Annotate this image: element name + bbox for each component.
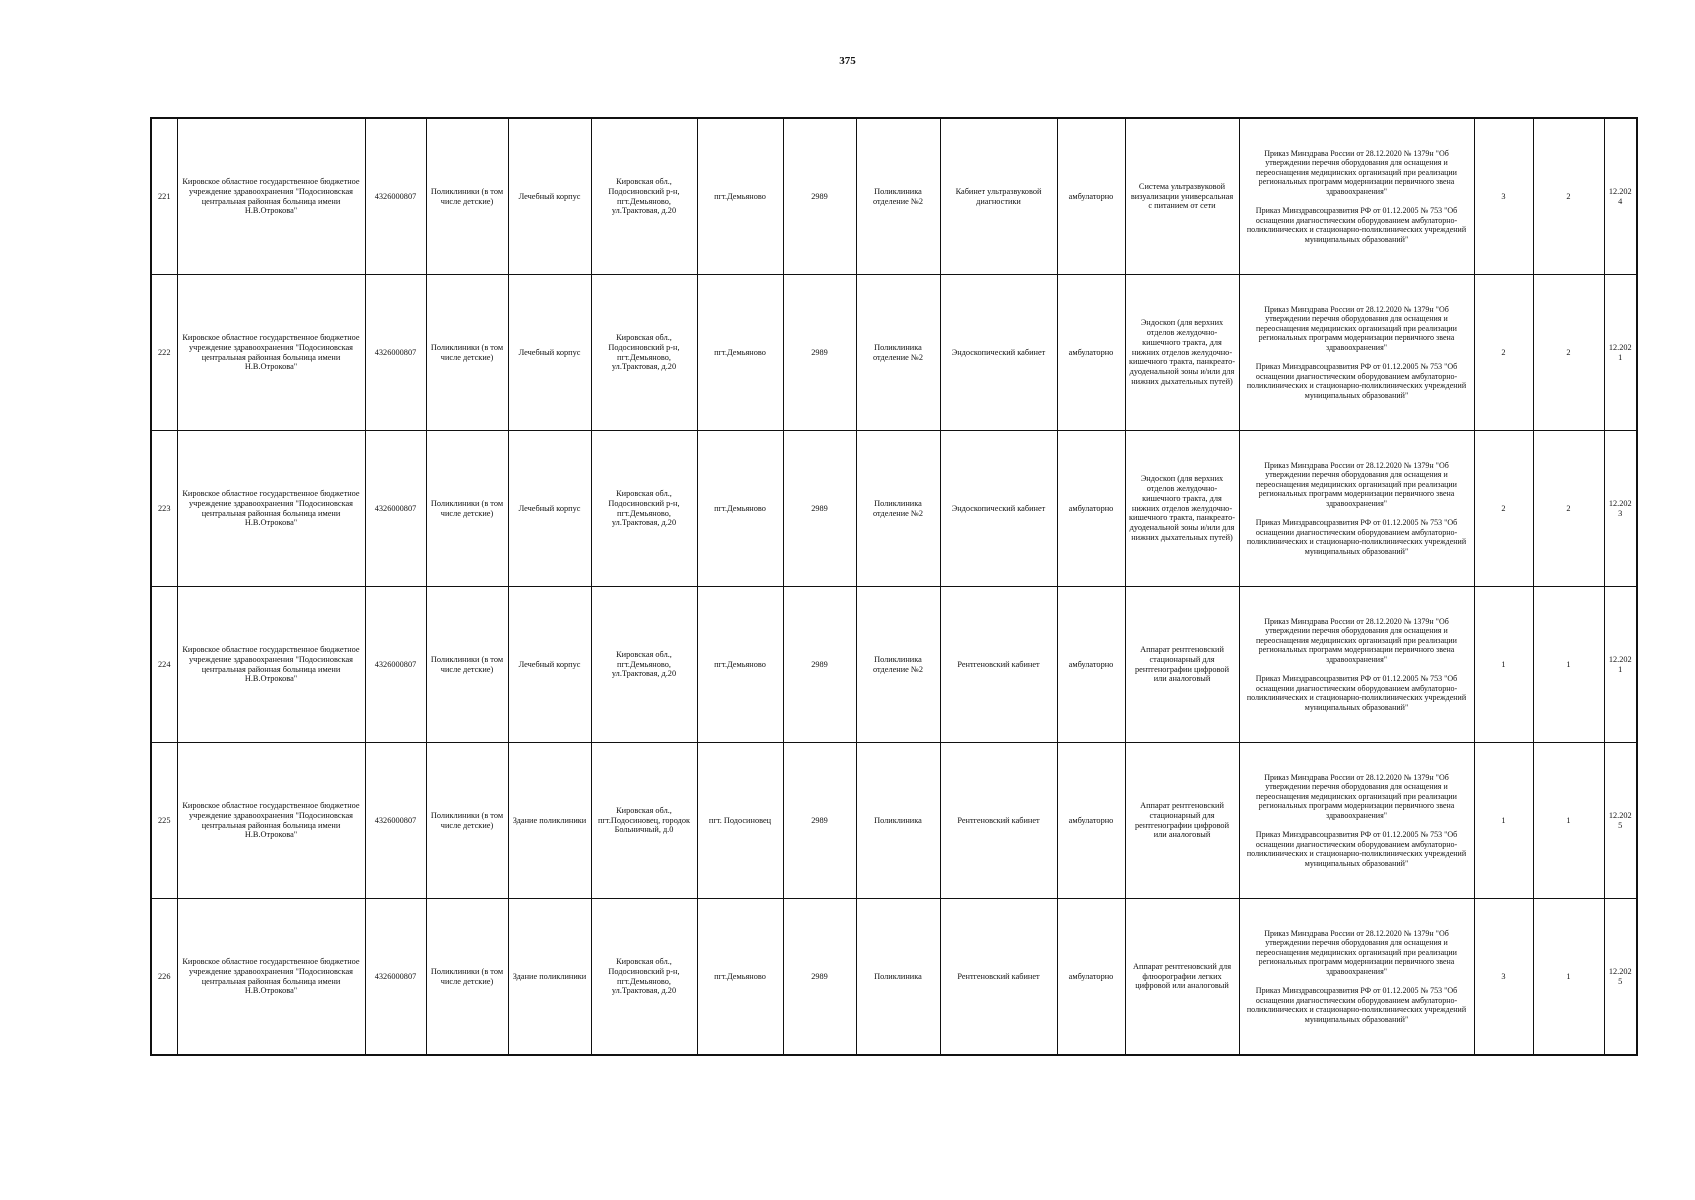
- cabinet: Рентгеновский кабинет: [940, 743, 1057, 899]
- equipment: Эндоскоп (для верхних отделов желудочно-кишечного тракта, для нижних отделов желудочно-кишечного тракта, панкреато-дуоденальной зоны и/или для нижних дыхательных путей): [1125, 431, 1239, 587]
- building: Здание поликлиники: [508, 899, 591, 1056]
- building: Лечебный корпус: [508, 587, 591, 743]
- equipment: Эндоскоп (для верхних отделов желудочно-кишечного тракта, для нижних отделов желудочно-кишечного тракта, панкреато-дуоденальной зоны и/или для нижних дыхательных путей): [1125, 275, 1239, 431]
- table-row: [151, 431, 1637, 587]
- legal-basis-1: Приказ Минздрава России от 28.12.2020 № 1379н "Об утверждении перечня оборудования для оснащения и переоснащения медицинских организаций при реализации региональных программ модернизации первичного звена здравоохранения": [1256, 461, 1457, 508]
- facility-type: Поликлиники (в том числе детские): [426, 431, 508, 587]
- inn: 4326000807: [365, 743, 426, 899]
- organization-name: Кировское областное государственное бюджетное учреждение здравоохранения "Подосиновская центральная районная больница имени Н.В.Отрокова": [177, 743, 365, 899]
- address: Кировская обл., Подосиновский р-н, пгт.Демьяново, ул.Трактовая, д.20: [591, 118, 697, 275]
- equipment: Система ультразвуковой визуализации универсальная с питанием от сети: [1125, 118, 1239, 275]
- table-row: [151, 743, 1637, 899]
- row-number: 224: [151, 587, 177, 743]
- equipment: Аппарат рентгеновский стационарный для рентгенографии цифровой или аналоговый: [1125, 743, 1239, 899]
- inn: 4326000807: [365, 431, 426, 587]
- quantity-2: 2: [1533, 431, 1604, 587]
- unit: Поликлиника отделение №2: [856, 275, 940, 431]
- legal-basis-2: Приказ Минздравсоцразвития РФ от 01.12.2005 № 753 "Об оснащении диагностическим оборудованием амбулаторно-поликлинических и стационарно-поликлинических учреждений муниципальных образований": [1246, 206, 1467, 244]
- quantity: 2: [1474, 275, 1533, 431]
- facility-type: Поликлиники (в том числе детские): [426, 587, 508, 743]
- settlement: пгт.Демьяново: [697, 431, 783, 587]
- address: Кировская обл., Подосиновский р-н, пгт.Демьяново, ул.Трактовая, д.20: [591, 431, 697, 587]
- legal-basis: [1239, 743, 1474, 899]
- care-mode: амбулаторно: [1057, 118, 1125, 275]
- date: 12.2024: [1604, 118, 1637, 275]
- organization-name: Кировское областное государственное бюджетное учреждение здравоохранения "Подосиновская центральная районная больница имени Н.В.Отрокова": [177, 275, 365, 431]
- legal-basis-1: Приказ Минздрава России от 28.12.2020 № 1379н "Об утверждении перечня оборудования для оснащения и переоснащения медицинских организаций при реализации региональных программ модернизации первичного звена здравоохранения": [1256, 617, 1457, 664]
- equipment: Аппарат рентгеновский стационарный для рентгенографии цифровой или аналоговый: [1125, 587, 1239, 743]
- organization-name: Кировское областное государственное бюджетное учреждение здравоохранения "Подосиновская центральная районная больница имени Н.В.Отрокова": [177, 587, 365, 743]
- inn: 4326000807: [365, 899, 426, 1056]
- unit: Поликлиника отделение №2: [856, 118, 940, 275]
- cabinet: Рентгеновский кабинет: [940, 899, 1057, 1056]
- legal-basis: [1239, 899, 1474, 1056]
- legal-basis-2: Приказ Минздравсоцразвития РФ от 01.12.2005 № 753 "Об оснащении диагностическим оборудованием амбулаторно-поликлинических и стационарно-поликлинических учреждений муниципальных образований": [1246, 518, 1467, 556]
- legal-basis: [1239, 587, 1474, 743]
- population: 2989: [783, 899, 856, 1056]
- population: 2989: [783, 118, 856, 275]
- table-row: [151, 118, 1637, 275]
- page-number: 375: [839, 55, 856, 67]
- legal-basis-1: Приказ Минздрава России от 28.12.2020 № 1379н "Об утверждении перечня оборудования для оснащения и переоснащения медицинских организаций при реализации региональных программ модернизации первичного звена здравоохранения": [1256, 149, 1457, 196]
- quantity: 3: [1474, 118, 1533, 275]
- equipment-table: [150, 117, 1638, 1056]
- legal-basis-2: Приказ Минздравсоцразвития РФ от 01.12.2005 № 753 "Об оснащении диагностическим оборудованием амбулаторно-поликлинических и стационарно-поликлинических учреждений муниципальных образований": [1246, 362, 1467, 400]
- population: 2989: [783, 431, 856, 587]
- quantity-2: 1: [1533, 587, 1604, 743]
- population: 2989: [783, 275, 856, 431]
- care-mode: амбулаторно: [1057, 275, 1125, 431]
- population: 2989: [783, 743, 856, 899]
- facility-type: Поликлиники (в том числе детские): [426, 275, 508, 431]
- cabinet: Эндоскопический кабинет: [940, 275, 1057, 431]
- quantity-2: 1: [1533, 899, 1604, 1056]
- date: 12.2023: [1604, 431, 1637, 587]
- care-mode: амбулаторно: [1057, 431, 1125, 587]
- unit: Поликлиника: [856, 899, 940, 1056]
- settlement: пгт.Демьяново: [697, 587, 783, 743]
- building: Здание поликлиники: [508, 743, 591, 899]
- unit: Поликлиника отделение №2: [856, 587, 940, 743]
- inn: 4326000807: [365, 587, 426, 743]
- quantity-2: 1: [1533, 743, 1604, 899]
- quantity: 2: [1474, 431, 1533, 587]
- care-mode: амбулаторно: [1057, 899, 1125, 1056]
- equipment: Аппарат рентгеновский для флюорографии легких цифровой или аналоговый: [1125, 899, 1239, 1056]
- date: 12.2021: [1604, 275, 1637, 431]
- table-row: [151, 275, 1637, 431]
- inn: 4326000807: [365, 275, 426, 431]
- legal-basis-2: Приказ Минздравсоцразвития РФ от 01.12.2005 № 753 "Об оснащении диагностическим оборудованием амбулаторно-поликлинических и стационарно-поликлинических учреждений муниципальных образований": [1246, 830, 1467, 868]
- unit: Поликлиника отделение №2: [856, 431, 940, 587]
- quantity-2: 2: [1533, 275, 1604, 431]
- address: Кировская обл., пгт.Демьяново, ул.Трактовая, д.20: [591, 587, 697, 743]
- table-row: [151, 899, 1637, 1056]
- row-number: 223: [151, 431, 177, 587]
- building: Лечебный корпус: [508, 431, 591, 587]
- legal-basis: [1239, 431, 1474, 587]
- quantity-2: 2: [1533, 118, 1604, 275]
- organization-name: Кировское областное государственное бюджетное учреждение здравоохранения "Подосиновская центральная районная больница имени Н.В.Отрокова": [177, 899, 365, 1056]
- settlement: пгт.Демьяново: [697, 899, 783, 1056]
- facility-type: Поликлиники (в том числе детские): [426, 118, 508, 275]
- building: Лечебный корпус: [508, 118, 591, 275]
- cabinet: Эндоскопический кабинет: [940, 431, 1057, 587]
- row-number: 222: [151, 275, 177, 431]
- quantity: 1: [1474, 743, 1533, 899]
- quantity: 1: [1474, 587, 1533, 743]
- legal-basis-2: Приказ Минздравсоцразвития РФ от 01.12.2005 № 753 "Об оснащении диагностическим оборудованием амбулаторно-поликлинических и стационарно-поликлинических учреждений муниципальных образований": [1246, 986, 1467, 1024]
- settlement: пгт.Демьяново: [697, 275, 783, 431]
- legal-basis-2: Приказ Минздравсоцразвития РФ от 01.12.2005 № 753 "Об оснащении диагностическим оборудованием амбулаторно-поликлинических и стационарно-поликлинических учреждений муниципальных образований": [1246, 674, 1467, 712]
- table-row: [151, 587, 1637, 743]
- address: Кировская обл., Подосиновский р-н, пгт.Демьяново, ул.Трактовая, д.20: [591, 899, 697, 1056]
- population: 2989: [783, 587, 856, 743]
- row-number: 221: [151, 118, 177, 275]
- settlement: пгт.Демьяново: [697, 118, 783, 275]
- table-body: [151, 118, 1637, 1055]
- legal-basis-1: Приказ Минздрава России от 28.12.2020 № 1379н "Об утверждении перечня оборудования для оснащения и переоснащения медицинских организаций при реализации региональных программ модернизации первичного звена здравоохранения": [1256, 773, 1457, 820]
- cabinet: Кабинет ультразвуковой диагностики: [940, 118, 1057, 275]
- address: Кировская обл., пгт.Подосиновец, городок Больничный, д.0: [591, 743, 697, 899]
- legal-basis: [1239, 275, 1474, 431]
- date: 12.2025: [1604, 899, 1637, 1056]
- care-mode: амбулаторно: [1057, 743, 1125, 899]
- organization-name: Кировское областное государственное бюджетное учреждение здравоохранения "Подосиновская центральная районная больница имени Н.В.Отрокова": [177, 118, 365, 275]
- building: Лечебный корпус: [508, 275, 591, 431]
- date: 12.2025: [1604, 743, 1637, 899]
- care-mode: амбулаторно: [1057, 587, 1125, 743]
- quantity: 3: [1474, 899, 1533, 1056]
- facility-type: Поликлиники (в том числе детские): [426, 743, 508, 899]
- row-number: 225: [151, 743, 177, 899]
- address: Кировская обл., Подосиновский р-н, пгт.Демьяново, ул.Трактовая, д.20: [591, 275, 697, 431]
- unit: Поликлиника: [856, 743, 940, 899]
- legal-basis-1: Приказ Минздрава России от 28.12.2020 № 1379н "Об утверждении перечня оборудования для оснащения и переоснащения медицинских организаций при реализации региональных программ модернизации первичного звена здравоохранения": [1256, 929, 1457, 976]
- date: 12.2021: [1604, 587, 1637, 743]
- legal-basis: [1239, 118, 1474, 275]
- cabinet: Рентгеновский кабинет: [940, 587, 1057, 743]
- inn: 4326000807: [365, 118, 426, 275]
- settlement: пгт. Подосиновец: [697, 743, 783, 899]
- legal-basis-1: Приказ Минздрава России от 28.12.2020 № 1379н "Об утверждении перечня оборудования для оснащения и переоснащения медицинских организаций при реализации региональных программ модернизации первичного звена здравоохранения": [1256, 305, 1457, 352]
- facility-type: Поликлиники (в том числе детские): [426, 899, 508, 1056]
- row-number: 226: [151, 899, 177, 1056]
- organization-name: Кировское областное государственное бюджетное учреждение здравоохранения "Подосиновская центральная районная больница имени Н.В.Отрокова": [177, 431, 365, 587]
